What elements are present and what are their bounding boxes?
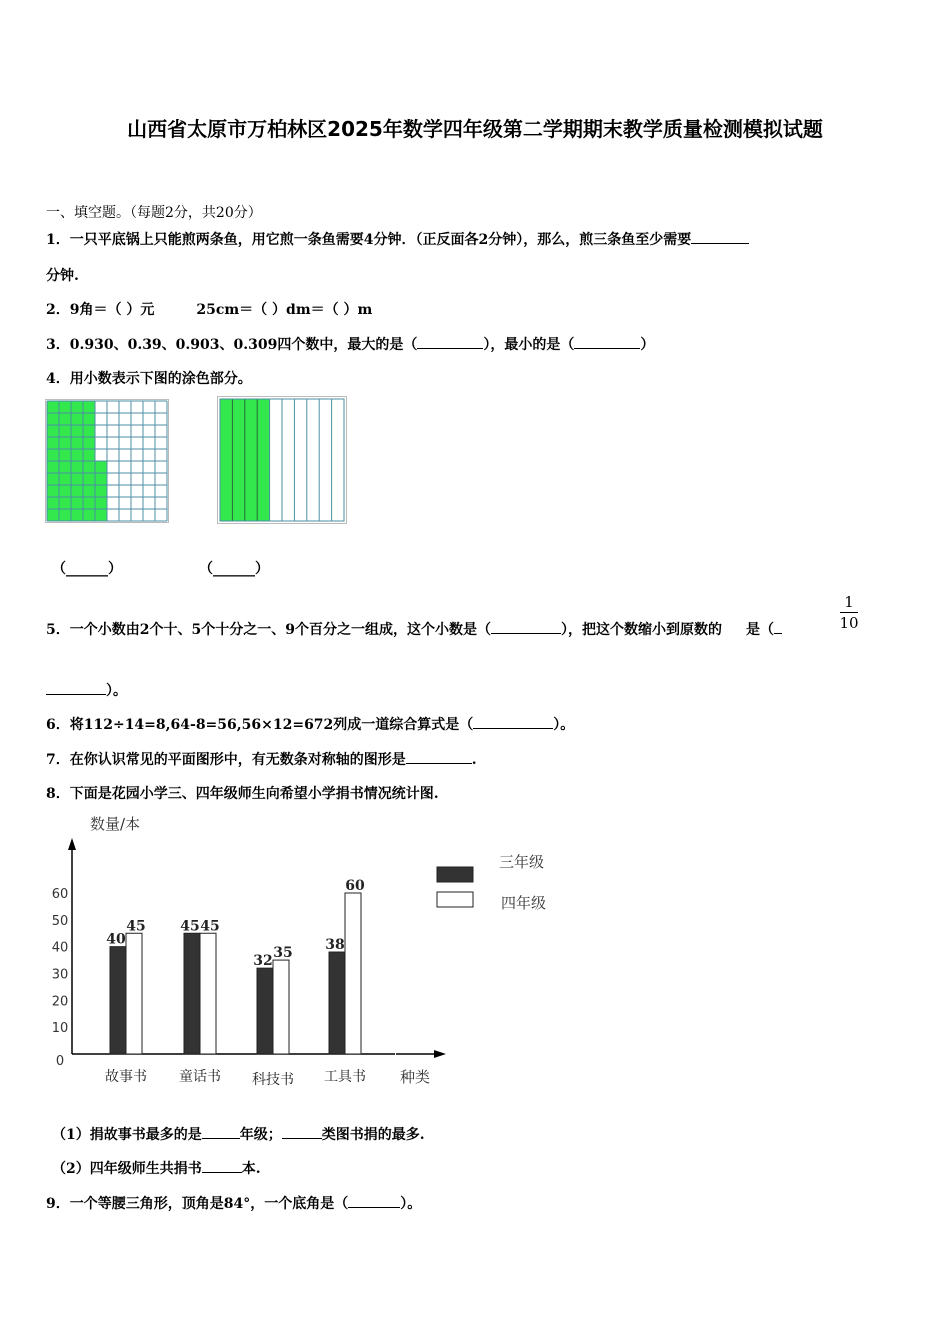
shaded-cell: [71, 449, 83, 461]
bar-chart-svg: [40, 808, 570, 1098]
shaded-cell: [59, 425, 71, 437]
answer-slot-1[interactable]: （______）: [52, 561, 122, 577]
question-1: 1．一只平底锅上只能煎两条鱼，用它煎一条鱼需要4分钟．（正反面各2分钟），那么，煎三条鱼至少需要: [46, 229, 749, 249]
shaded-cell: [47, 413, 59, 425]
shaded-strip: [220, 399, 232, 521]
bar-grade4: [273, 960, 289, 1054]
question-5-cont: ）。: [46, 680, 127, 700]
shaded-cell: [71, 425, 83, 437]
question-3: 3．0.930、0.39、0.903、0.309四个数中，最大的是（ ），最小的是（ ）: [46, 337, 655, 353]
shaded-cell: [47, 497, 59, 509]
shaded-cell: [47, 485, 59, 497]
bar-value-label: 40: [106, 931, 126, 948]
answer-blank[interactable]: [282, 1126, 322, 1139]
shaded-cell: [83, 485, 95, 497]
question-8-1: （1）捐故事书最多的是 年级； 类图书捐的最多.: [52, 1127, 425, 1143]
shaded-cell: [47, 437, 59, 449]
shaded-cell: [83, 413, 95, 425]
y-axis-label: 数量/本: [90, 815, 141, 833]
bar-value-label: 60: [345, 878, 365, 894]
legend-swatch-grade4: [437, 892, 473, 907]
hundred-grid-figure: [45, 399, 169, 527]
shaded-cell: [59, 461, 71, 473]
question-5: 5．一个小数由2个十、5个十分之一、9个百分之一组成，这个小数是（ ），把这个数缩小到原数的 是（: [46, 619, 782, 639]
shaded-cell: [83, 425, 95, 437]
shaded-cell: [71, 401, 83, 413]
shaded-cell: [47, 509, 59, 521]
section-heading: 一、填空题。（每题2分，共20分）: [46, 205, 262, 221]
y-tick-label: 20: [51, 994, 69, 1010]
question-4: 4．用小数表示下图的涂色部分。: [46, 371, 252, 387]
shaded-cell: [59, 509, 71, 521]
shaded-cell: [59, 473, 71, 485]
question-7: 7．在你认识常见的平面图形中，有无数条对称轴的图形是 .: [46, 752, 477, 768]
tenths-grid-figure: [217, 396, 347, 528]
shaded-cell: [95, 485, 107, 497]
question-2: 2．9角＝（ ）元 25cm＝（ ）dm＝（ ）m: [46, 302, 373, 318]
shaded-cell: [95, 461, 107, 473]
shaded-cell: [71, 413, 83, 425]
shaded-cell: [71, 437, 83, 449]
answer-blank[interactable]: [348, 1195, 400, 1208]
category-label: 科技书: [252, 1072, 294, 1088]
shaded-strip: [245, 399, 257, 521]
answer-blank[interactable]: [691, 231, 749, 244]
fraction-one-tenth: 1 10: [839, 593, 859, 632]
y-tick-label: 30: [51, 967, 69, 983]
bar-value-label: 38: [325, 937, 345, 954]
bar-grade4: [126, 933, 142, 1054]
bar-value-label: 45: [200, 918, 220, 935]
question-8: 8．下面是花园小学三、四年级师生向希望小学捐书情况统计图.: [46, 786, 439, 802]
shaded-cell: [71, 509, 83, 521]
answer-blank[interactable]: [202, 1160, 242, 1173]
question-1-cont: 分钟.: [46, 268, 79, 284]
bar-grade3: [257, 968, 273, 1054]
bar-value-label: 35: [273, 945, 293, 962]
shaded-cell: [47, 473, 59, 485]
shaded-cell: [59, 497, 71, 509]
shaded-cell: [47, 425, 59, 437]
shaded-cell: [83, 497, 95, 509]
bar-grade4: [345, 893, 361, 1054]
shaded-cell: [83, 401, 95, 413]
bar-grade3: [110, 947, 126, 1054]
shaded-cell: [83, 461, 95, 473]
y-tick-label: 40: [51, 940, 69, 956]
shaded-strip: [232, 399, 244, 521]
shaded-cell: [47, 401, 59, 413]
shaded-cell: [47, 449, 59, 461]
y-axis-arrow: [68, 838, 76, 850]
shaded-cell: [95, 473, 107, 485]
shaded-cell: [95, 497, 107, 509]
answer-blank[interactable]: [491, 621, 561, 634]
bar-grade3: [184, 933, 200, 1054]
bar-grade4: [200, 933, 216, 1054]
shaded-strip: [257, 399, 269, 521]
x-axis-arrow: [434, 1050, 446, 1058]
answer-slot-2[interactable]: （______）: [199, 561, 269, 577]
legend-swatch-grade3: [437, 867, 473, 882]
page-title: 山西省太原市万柏林区2025年数学四年级第二学期期末教学质量检测模拟试题: [127, 117, 823, 141]
question-9: 9．一个等腰三角形，顶角是84°，一个底角是（ ）。: [46, 1196, 422, 1212]
tenths-grid: [217, 396, 347, 524]
shaded-cell: [59, 413, 71, 425]
shaded-cell: [47, 461, 59, 473]
y-tick-label: 0: [55, 1054, 65, 1069]
category-label: 工具书: [324, 1069, 366, 1085]
y-tick-label: 50: [51, 913, 69, 929]
category-label: 故事书: [105, 1069, 147, 1085]
shaded-cell: [83, 437, 95, 449]
answer-blank[interactable]: [417, 336, 483, 349]
answer-blank[interactable]: [406, 751, 472, 764]
x-axis-label: 种类: [399, 1068, 431, 1086]
shaded-cell: [71, 461, 83, 473]
category-label: 童话书: [179, 1069, 221, 1085]
answer-blank[interactable]: [774, 621, 782, 634]
shaded-cell: [71, 497, 83, 509]
shaded-cell: [71, 485, 83, 497]
bar-value-label: 32: [253, 953, 273, 970]
question-8-2: （2）四年级师生共捐书 本.: [52, 1161, 261, 1177]
answer-blank[interactable]: [202, 1126, 240, 1139]
bar-value-label: 45: [126, 918, 146, 935]
bar-grade3: [329, 952, 345, 1054]
shaded-cell: [83, 509, 95, 521]
hundred-grid: [45, 399, 169, 523]
shaded-cell: [59, 449, 71, 461]
shaded-cell: [83, 473, 95, 485]
shaded-cell: [71, 473, 83, 485]
shaded-cell: [59, 485, 71, 497]
bar-value-label: 45: [180, 918, 200, 935]
shaded-cell: [59, 401, 71, 413]
y-tick-label: 60: [51, 887, 69, 902]
shaded-cell: [59, 437, 71, 449]
legend-label-grade4: 四年级: [501, 894, 547, 912]
legend-label-grade3: 三年级: [499, 853, 545, 871]
bar-chart: [40, 808, 570, 1102]
y-tick-label: 10: [51, 1021, 69, 1037]
answer-blank[interactable]: [574, 336, 640, 349]
question-6: 6．将112÷14=8,64-8=56,56×12=672列成一道综合算式是（ ）。: [46, 717, 575, 733]
shaded-cell: [95, 509, 107, 521]
shaded-cell: [83, 449, 95, 461]
answer-blank[interactable]: [473, 716, 553, 729]
answer-blank[interactable]: [46, 682, 106, 695]
